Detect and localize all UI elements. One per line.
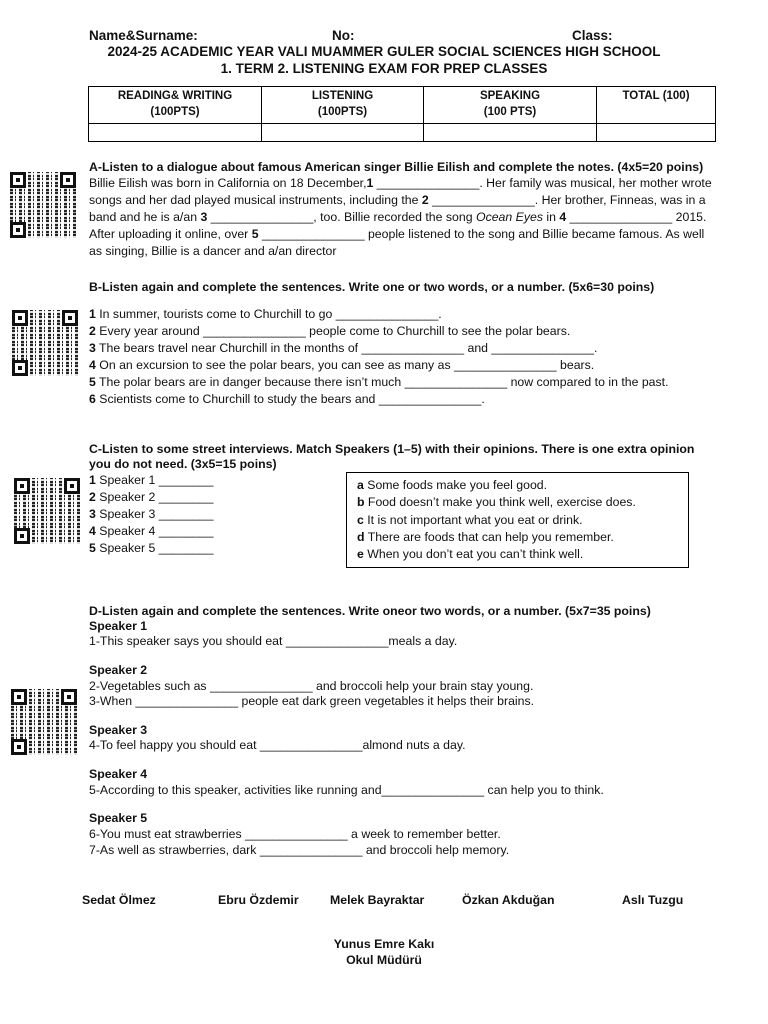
section-c-title: C-Listen to some street interviews. Match Speakers (1–5) with their opinions. There is one extra opinion <box>89 442 695 456</box>
opinions-box <box>346 472 689 568</box>
principal-name: Yunus Emre Kakı <box>333 937 435 951</box>
section-b-item: 5 The polar bears are in danger because there isn’t much _______________ now compared to in the past. <box>89 375 669 389</box>
section-c-speakers <box>89 472 213 557</box>
school-title: 2024-25 ACADEMIC YEAR VALI MUAMMER GULER SOCIAL SCIENCES HIGH SCHOOL <box>107 44 661 59</box>
speaker-heading: Speaker 3 <box>89 723 148 737</box>
section-d-item: 4-To feel happy you should eat _______________almond nuts a day. <box>89 738 466 752</box>
section-d-item: 6-You must eat strawberries _______________ a week to remember better. <box>89 827 501 841</box>
section-d-item: 5-According to this speaker, activities like running and_______________ can help you to think. <box>89 783 604 797</box>
speaker-match-item: 4 Speaker 4 ________ <box>89 524 214 538</box>
section-a-line: band and he is a/an 3 _______________, too. Billie recorded the song Ocean Eyes in 4 _______________ 2015. <box>89 210 707 224</box>
section-a-line: songs and her dad played musical instruments, including the 2 _______________. Her brother, Finneas, was in a <box>89 193 706 207</box>
principal-title: Okul Müdürü <box>346 953 422 967</box>
score-col-speaking: SPEAKING (100 PTS) <box>424 87 597 124</box>
speaker-match-item: 2 Speaker 2 ________ <box>89 490 214 504</box>
section-b-item: 2 Every year around _______________ people come to Churchill to see the polar bears. <box>89 324 571 338</box>
score-col-reading-writing: READING& WRITING (100PTS) <box>89 87 262 124</box>
section-b-list <box>89 306 669 408</box>
section-d-title: D-Listen again and complete the sentences. Write oneor two words, or a number. (5x7=35 poins) <box>89 604 651 618</box>
teacher-signature: Melek Bayraktar <box>330 893 425 907</box>
qr-code-section-a[interactable] <box>10 172 76 238</box>
score-table <box>88 86 716 142</box>
section-a-line: as singing, Billie is a dancer and a/an director <box>89 244 337 258</box>
score-cell-total[interactable] <box>597 124 716 142</box>
opinion-option: c It is not important what you eat or drink. <box>357 512 583 527</box>
score-col-total: TOTAL (100) <box>597 87 716 124</box>
section-c-title-cont: you do not need. (3x5=15 poins) <box>89 457 277 471</box>
student-no-label: No: <box>332 28 355 43</box>
opinion-option: d There are foods that can help you remember. <box>357 529 614 544</box>
score-cell-speaking[interactable] <box>424 124 597 142</box>
opinion-option: e When you don’t eat you can’t think well. <box>357 547 584 562</box>
section-b-item: 1 In summer, tourists come to Churchill to go _______________. <box>89 307 442 321</box>
section-d-item: 1-This speaker says you should eat _______________meals a day. <box>89 634 458 648</box>
exam-title: 1. TERM 2. LISTENING EXAM FOR PREP CLASSES <box>220 61 548 76</box>
score-cell-reading-writing[interactable] <box>89 124 262 142</box>
teacher-signature: Sedat Ölmez <box>82 893 156 907</box>
opinion-option: b Food doesn’t make you think well, exercise does. <box>357 495 636 510</box>
section-d-item: 7-As well as strawberries, dark _______________ and broccoli help memory. <box>89 843 510 857</box>
qr-code-section-d[interactable] <box>11 689 77 755</box>
section-b-item: 4 On an excursion to see the polar bears, you can see as many as _______________ bears. <box>89 358 595 372</box>
speaker-heading: Speaker 2 <box>89 663 148 677</box>
section-b-title: B-Listen again and complete the sentences. Write one or two words, or a number. (5x6=30 poins) <box>89 280 655 294</box>
speaker-heading: Speaker 1 <box>89 619 148 633</box>
speaker-heading: Speaker 5 <box>89 811 148 825</box>
teacher-signature: Aslı Tuzgu <box>622 893 684 907</box>
name-surname-label: Name&Surname: <box>89 28 198 43</box>
opinion-option: a Some foods make you feel good. <box>357 478 548 492</box>
section-d-item: 2-Vegetables such as _______________ and broccoli help your brain stay young. <box>89 679 534 693</box>
section-a-text <box>89 175 729 260</box>
score-cell-listening[interactable] <box>262 124 424 142</box>
section-b-item: 3 The bears travel near Churchill in the months of _______________ and _______________. <box>89 341 598 355</box>
teacher-signature: Özkan Akduğan <box>462 893 555 907</box>
section-b-item: 6 Scientists come to Churchill to study the bears and _______________. <box>89 392 485 406</box>
speaker-heading: Speaker 4 <box>89 767 148 781</box>
teacher-signature: Ebru Özdemir <box>218 893 299 907</box>
speaker-match-item: 1 Speaker 1 ________ <box>89 473 214 487</box>
qr-code-section-b[interactable] <box>12 310 78 376</box>
score-col-listening: LISTENING (100PTS) <box>262 87 424 124</box>
class-label: Class: <box>572 28 613 43</box>
section-a-title: A-Listen to a dialogue about famous American singer Billie Eilish and complete the notes. (4x5=20 poins) <box>89 160 704 174</box>
section-d-item: 3-When _______________ people eat dark green vegetables it helps their brains. <box>89 694 535 708</box>
section-a-line: After uploading it online, over 5 _______________ people listened to the song and Billie became famous. As well <box>89 227 705 241</box>
speaker-match-item: 3 Speaker 3 ________ <box>89 507 214 521</box>
qr-code-section-c[interactable] <box>14 478 80 544</box>
section-a-line: Billie Eilish was born in California on 18 December,1 _______________. Her family was musical, her mother wrote <box>89 176 712 190</box>
speaker-match-item: 5 Speaker 5 ________ <box>89 541 214 555</box>
